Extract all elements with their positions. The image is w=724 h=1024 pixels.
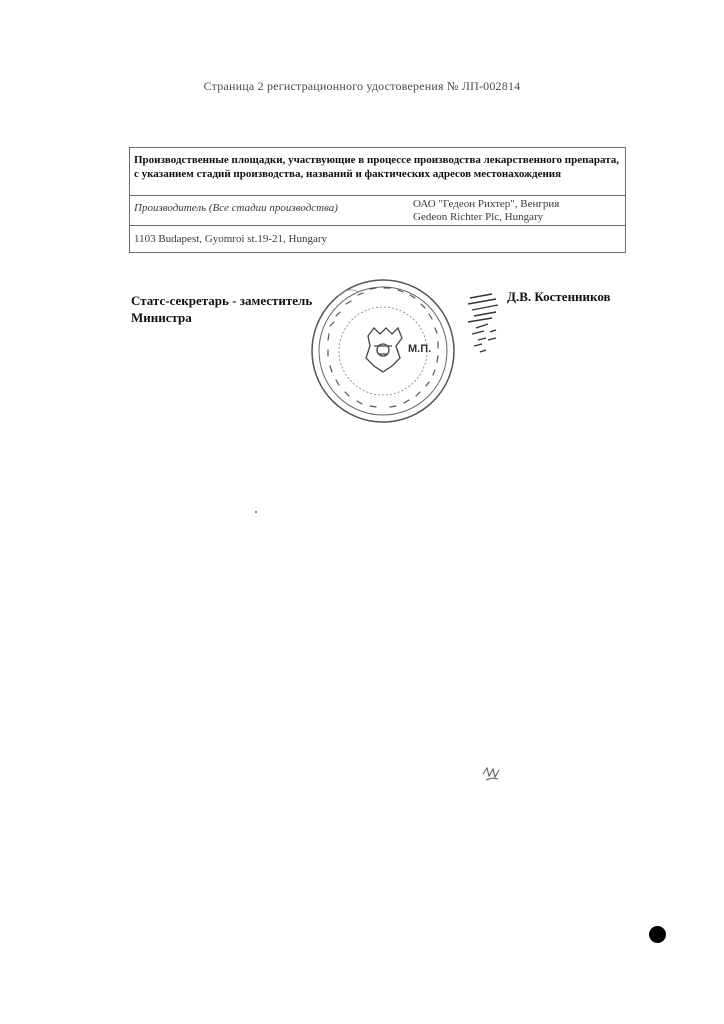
handwritten-signature (462, 288, 532, 368)
stamp-center-text: М.П. (408, 343, 432, 355)
manufacturer-address: 1103 Budapest, Gyomroi st.19-21, Hungary (134, 233, 327, 245)
manufacturer-row (130, 196, 625, 226)
production-sites-table (129, 147, 626, 253)
scan-speck (255, 511, 257, 513)
signer-title-line2: Министра (131, 310, 192, 325)
punch-hole-dot (649, 926, 666, 943)
manufacturer-name-ru: ОАО "Гедеон Рихтер", Венгрия (413, 198, 560, 210)
signer-title (131, 292, 312, 326)
manufacturer-company (413, 198, 559, 224)
table-title: Производственные площадки, участвующие в процессе производства лекарственного препарата, с указанием стадий производства, названий и фактических адресов местонахождения (134, 154, 620, 180)
manufacturer-name-en: Gedeon Richter Plc, Hungary (413, 211, 544, 223)
signer-name: Д.В. Костенников (507, 289, 611, 304)
table-title-row (130, 148, 625, 196)
address-row (130, 226, 625, 252)
scan-artifact-mark (480, 764, 506, 784)
page-header: Страница 2 регистрационного удостоверения № ЛП-002814 (203, 79, 521, 93)
signer-title-line1: Статс-секретарь - заместитель (131, 293, 313, 308)
manufacturer-label: Производитель (Все стадии производства) (134, 202, 338, 214)
official-seal-stamp (308, 276, 458, 426)
